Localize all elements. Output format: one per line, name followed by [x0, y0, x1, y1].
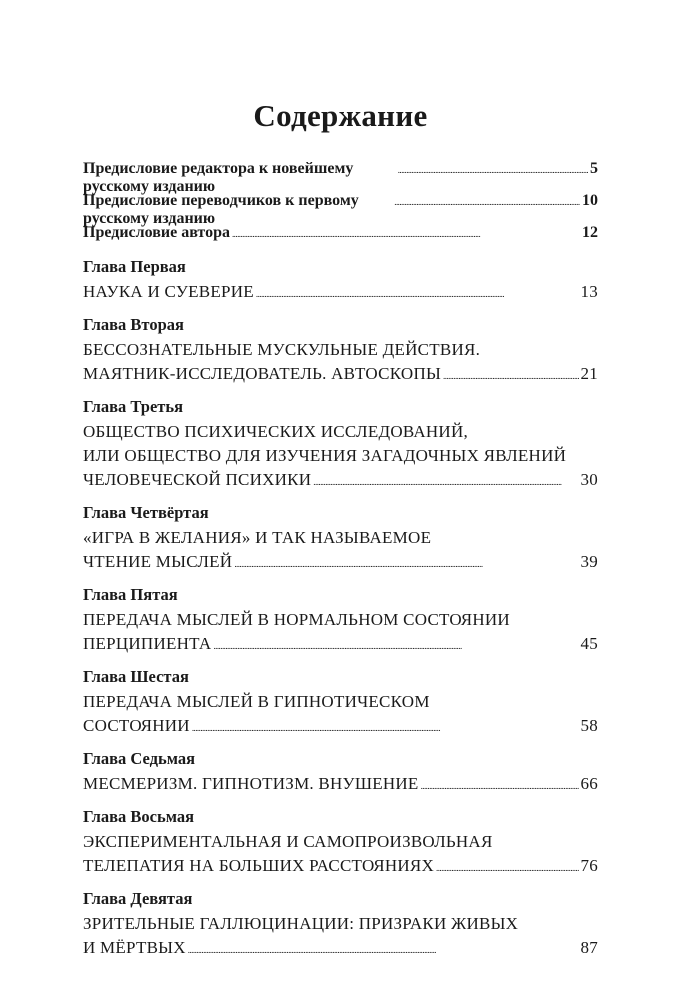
toc-entry-chapter[interactable] — [83, 502, 598, 574]
chapter-title-line: МЕСМЕРИЗМ. ГИПНОТИЗМ. ВНУШЕНИЕ — [83, 774, 419, 793]
chapter-title-line: ЗРИТЕЛЬНЫЕ ГАЛЛЮЦИНАЦИИ: ПРИЗРАКИ ЖИВЫХ — [83, 914, 519, 933]
dot-leader — [398, 160, 588, 179]
dot-leader — [443, 362, 578, 388]
chapter-label: Глава Первая — [83, 257, 186, 276]
toc-entry-preface[interactable] — [83, 160, 598, 195]
chapter-label: Глава Четвёртая — [83, 503, 209, 522]
toc-entry-chapter[interactable] — [83, 748, 598, 796]
chapter-title-last-line — [83, 854, 598, 878]
toc-page-number: 12 — [582, 224, 598, 241]
toc-page-number: 5 — [590, 160, 598, 177]
chapter-title-line: НАУКА И СУЕВЕРИЕ — [83, 282, 254, 301]
toc-entry-chapter[interactable] — [83, 666, 598, 738]
chapter-label: Глава Седьмая — [83, 749, 196, 768]
toc-page-number: 45 — [580, 634, 598, 653]
chapter-title-last-line — [83, 936, 598, 960]
toc-page-number: 87 — [580, 938, 598, 957]
chapter-title-line: ЭКСПЕРИМЕНТАЛЬНАЯ И САМОПРОИЗВОЛЬНАЯ — [83, 832, 493, 851]
chapter-label: Глава Восьмая — [83, 807, 195, 826]
toc-page-number: 30 — [580, 470, 598, 489]
chapter-title-last-line — [83, 632, 598, 656]
chapter-label: Глава Вторая — [83, 315, 184, 334]
chapter-title-line: «ИГРА В ЖЕЛАНИЯ» И ТАК НАЗЫВАЕМОЕ — [83, 528, 432, 547]
toc-page-number: 66 — [580, 774, 598, 793]
dot-leader — [188, 936, 579, 962]
toc-page-number: 21 — [580, 364, 598, 383]
chapter-title-last-line — [83, 468, 598, 492]
chapter-title-line: ОБЩЕСТВО ПСИХИЧЕСКИХ ИССЛЕДОВАНИЙ, — [83, 422, 468, 441]
chapter-title-last-line — [83, 362, 598, 386]
chapter-title-last-line — [83, 714, 598, 738]
chapter-label: Глава Пятая — [83, 585, 178, 604]
dot-leader — [421, 772, 579, 798]
chapter-title-line: ПЕРЦИПИЕНТА — [83, 634, 212, 653]
chapter-title-line: ТЕЛЕПАТИЯ НА БОЛЬШИХ РАССТОЯНИЯХ — [83, 856, 435, 875]
toc-page-number: 58 — [580, 716, 598, 735]
dot-leader — [436, 854, 578, 880]
toc-entry-title: Предисловие автора — [83, 224, 230, 241]
toc-entry-chapter[interactable] — [83, 256, 598, 304]
chapter-title-line: БЕССОЗНАТЕЛЬНЫЕ МУСКУЛЬНЫЕ ДЕЙСТВИЯ. — [83, 340, 481, 359]
dot-leader — [256, 280, 579, 306]
chapter-label: Глава Шестая — [83, 667, 189, 686]
chapter-title-line: МАЯТНИК-ИССЛЕДОВАТЕЛЬ. АВТОСКОПЫ — [83, 364, 442, 383]
toc-entry-chapter[interactable] — [83, 584, 598, 656]
dot-leader — [234, 550, 578, 576]
toc-entry-title: Предисловие редактора к новейшему русскому изданию — [83, 160, 354, 195]
chapter-title-line: ЧТЕНИЕ МЫСЛЕЙ — [83, 552, 233, 571]
chapter-label: Глава Девятая — [83, 889, 193, 908]
chapter-title-last-line — [83, 550, 598, 574]
chapter-title-line: ЧЕЛОВЕЧЕСКОЙ ПСИХИКИ — [83, 470, 312, 489]
chapter-title-last-line — [83, 280, 598, 304]
dot-leader — [232, 224, 580, 243]
toc-entry-chapter[interactable] — [83, 396, 598, 492]
page-title: Содержание — [253, 98, 428, 133]
dot-leader — [313, 468, 578, 494]
toc-page-number: 39 — [580, 552, 598, 571]
toc-entry-preface[interactable] — [83, 224, 598, 242]
dot-leader — [394, 192, 580, 211]
toc-entry-chapter[interactable] — [83, 888, 598, 960]
chapter-title-line: ПЕРЕДАЧА МЫСЛЕЙ В НОРМАЛЬНОМ СОСТОЯНИИ — [83, 610, 510, 629]
toc-page-number: 76 — [580, 856, 598, 875]
chapter-title-line: СОСТОЯНИИ — [83, 716, 190, 735]
chapter-title-last-line — [83, 772, 598, 796]
toc-entry-preface[interactable] — [83, 192, 598, 227]
toc-entry-chapter[interactable] — [83, 806, 598, 878]
toc-entry-title: Предисловие переводчиков к первому русскому изданию — [83, 192, 359, 227]
table-of-contents — [83, 160, 598, 970]
toc-page-number: 13 — [580, 282, 598, 301]
toc-entry-chapter[interactable] — [83, 314, 598, 386]
toc-page-number: 10 — [582, 192, 598, 209]
dot-leader — [192, 714, 579, 740]
chapter-title-line: ИЛИ ОБЩЕСТВО ДЛЯ ИЗУЧЕНИЯ ЗАГАДОЧНЫХ ЯВЛЕНИЙ — [83, 446, 567, 465]
chapter-title-line: И МЁРТВЫХ — [83, 938, 186, 957]
chapter-title-line: ПЕРЕДАЧА МЫСЛЕЙ В ГИПНОТИЧЕСКОМ — [83, 692, 430, 711]
dot-leader — [213, 632, 578, 658]
chapter-label: Глава Третья — [83, 397, 184, 416]
